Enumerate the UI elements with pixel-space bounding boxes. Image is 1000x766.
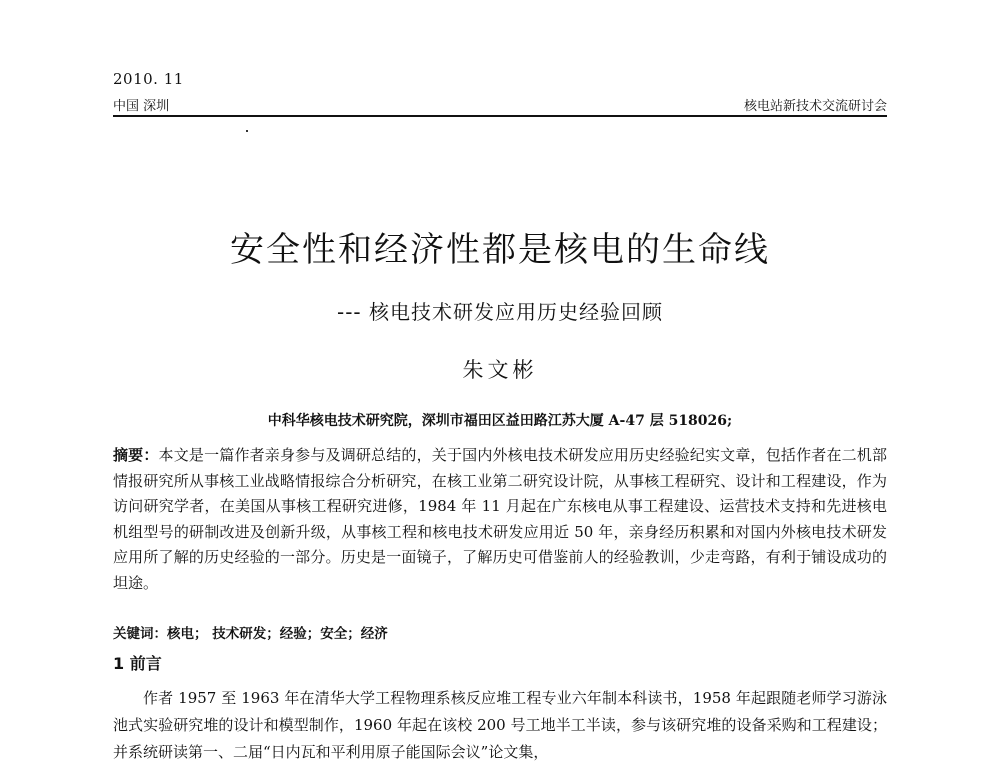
header-conference: 核电站新技术交流研讨会	[743, 99, 887, 114]
author-name: 朱文彬	[462, 358, 538, 382]
header-location: 中国 深圳	[113, 99, 170, 114]
paper-title: 安全性和经济性都是核电的生命线	[230, 230, 770, 270]
abstract-text: 本文是一篇作者亲身参与及调研总结的，关于国内外核电技术研发应用历史经验纪实文章，包括作者在二机部情报研究所从事核工业战略情报综合分析研究，在核工业第二研究设计院，从事核工程研究、设计和工程建设，作为访问研究学者，在美国从事核工程研究进修，1984 年 11 月起在广东核电从事工程建设、运营技术支持和先进核电机组型号的研制改进及创新升级，从事核工程和核电技术研发应用近 50 年，亲身经历积累和对国内外核电技术研发应用所了解的历史经验的一部分。历史是一面镜子，了解历史可借鉴前人的经验教训，少走弯路，有利于铺设成功的坦途。	[113, 446, 887, 592]
keywords: 关键词：核电； 技术研发；经验；安全；经济	[113, 626, 388, 642]
paper-subtitle: --- 核电技术研发应用历史经验回顾	[336, 300, 663, 324]
scan-speck	[246, 130, 248, 132]
section-paragraph: 作者 1957 至 1963 年在清华大学工程物理系核反应堆工程专业六年制本科读书，1958 年起跟随老师学习游泳池式实验研究堆的设计和模型制作，1960 年起在该校 200 号工地半工半读，参与该研究堆的设备采购和工程建设；并系统研读第一、二届“日内瓦和平利用原子能国际会议”论文集，	[113, 689, 887, 761]
section-heading: 1 前言	[113, 654, 162, 673]
header-rule	[113, 115, 887, 117]
abstract	[113, 443, 887, 596]
abstract-label: 摘要：	[113, 446, 159, 464]
header-date: 2010. 11	[113, 70, 184, 88]
author-affiliation: 中科华核电技术研究院，深圳市福田区益田路江苏大厦 A-47 层 518026;	[267, 413, 733, 429]
